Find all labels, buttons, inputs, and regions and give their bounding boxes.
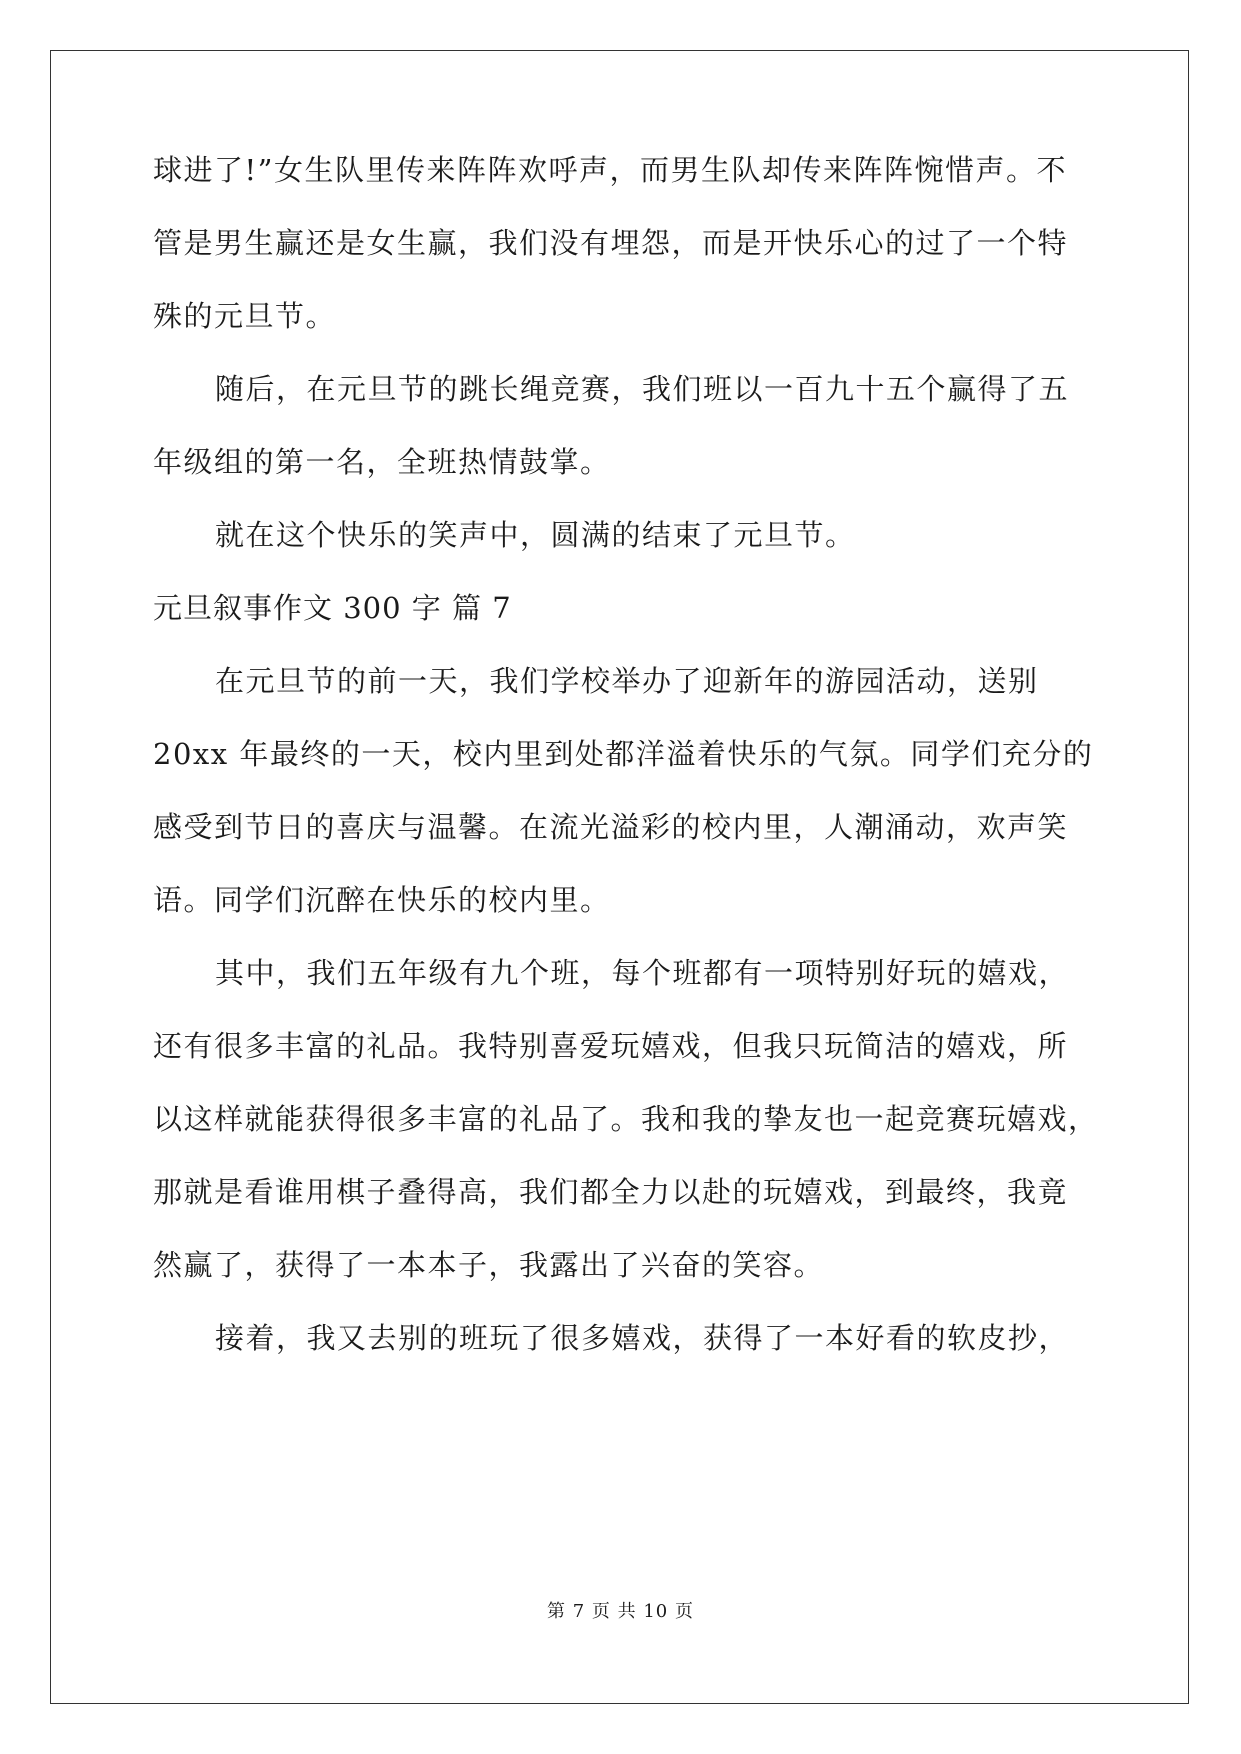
body-line: 感受到节日的喜庆与温馨。在流光溢彩的校内里，人潮涌动，欢声笑	[153, 810, 1069, 844]
body-line: 以这样就能获得很多丰富的礼品了。我和我的挚友也一起竞赛玩嬉戏，	[153, 1102, 1099, 1136]
page-number-footer: 第 7 页 共 10 页	[547, 1601, 694, 1622]
body-line: 管是男生赢还是女生赢，我们没有埋怨，而是开快乐心的过了一个特	[153, 226, 1069, 260]
body-line: 年级组的第一名，全班热情鼓掌。	[153, 445, 611, 479]
body-line: 还有很多丰富的礼品。我特别喜爱玩嬉戏，但我只玩简洁的嬉戏，所	[153, 1029, 1069, 1063]
body-line: 球进了!”女生队里传来阵阵欢呼声，而男生队却传来阵阵惋惜声。不	[153, 153, 1067, 187]
body-line: 语。同学们沉醉在快乐的校内里。	[153, 883, 611, 917]
paragraph-start-line: 在元旦节的前一天，我们学校举办了迎新年的游园活动，送别	[215, 664, 1039, 698]
section-heading: 元旦叙事作文 300 字 篇 7	[153, 591, 512, 625]
paragraph-start-line: 随后，在元旦节的跳长绳竞赛，我们班以一百九十五个赢得了五	[215, 372, 1070, 406]
body-line: 那就是看谁用棋子叠得高，我们都全力以赴的玩嬉戏，到最终，我竟	[153, 1175, 1069, 1209]
paragraph-start-line: 就在这个快乐的笑声中，圆满的结束了元旦节。	[215, 518, 856, 552]
paragraph-start-line: 其中，我们五年级有九个班，每个班都有一项特别好玩的嬉戏，	[215, 956, 1070, 990]
body-line: 殊的元旦节。	[153, 299, 337, 333]
body-line: 然赢了，获得了一本本子，我露出了兴奋的笑容。	[153, 1248, 825, 1282]
paragraph-start-line: 接着，我又去别的班玩了很多嬉戏，获得了一本好看的软皮抄，	[215, 1321, 1070, 1355]
body-line: 20xx 年最终的一天，校内里到处都洋溢着快乐的气氛。同学们充分的	[153, 737, 1094, 771]
